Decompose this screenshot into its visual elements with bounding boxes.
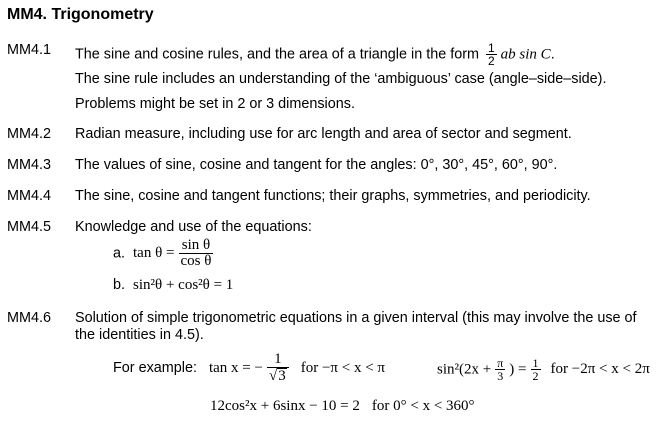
fraction-numerator: π [497, 356, 504, 370]
fraction-numerator: 1 [532, 356, 539, 370]
formula-b-label: b. [113, 277, 126, 293]
formula-a-fraction [179, 238, 214, 269]
example-3-range: for 0° < x < 360° [371, 398, 475, 414]
fraction-denominator: 2 [532, 369, 539, 383]
item-code: MM4.1 [7, 42, 51, 58]
example-1 [113, 352, 385, 384]
example-2 [437, 357, 650, 382]
fraction-numerator: sin θ [179, 238, 214, 254]
item-text: The values of sine, cosine and tangent for the angles: 0°, 30°, 45°, 60°, 90°. [75, 157, 558, 173]
area-formula: ab sin C [500, 46, 551, 63]
item-code: MM4.5 [7, 219, 51, 235]
example-2-mid: ) = [509, 361, 527, 378]
sqrt-radicand: 3 [278, 368, 286, 384]
fraction-denominator: 3 [497, 369, 504, 383]
example-label: For example: [113, 359, 197, 376]
item-text-line: The sine and cosine rules, and the area of a triangle in the form [75, 46, 479, 63]
example-2-range: for −2π < x < 2π [550, 361, 650, 378]
formula-a-label: a. [113, 245, 126, 262]
area-period: . [550, 46, 555, 63]
item-code: MM4.6 [7, 310, 51, 326]
fraction-numerator: 1 [487, 41, 495, 55]
example-2-pi-fraction [495, 357, 505, 382]
item-text-line: The sine rule includes an understanding of the ‘ambiguous’ case (angle–side–side). [75, 71, 607, 87]
formula-b [113, 277, 233, 294]
example-1-range: for −π < x < π [300, 359, 385, 376]
fraction-denominator [267, 368, 289, 384]
one-half-fraction [486, 42, 497, 67]
formula-a [113, 238, 213, 269]
formula-b-expr: sin²θ + cos²θ = 1 [133, 277, 234, 293]
fraction-denominator: 2 [487, 54, 495, 68]
item-text: Solution of simple trigonometric equations in a given interval (this may involve the use of the identities in 4.5). [75, 310, 637, 343]
item-text-line: Problems might be set in 2 or 3 dimensions. [75, 96, 355, 112]
example-2-lhs: sin²(2x + [437, 361, 492, 378]
section-title: MM4. Trigonometry [7, 6, 154, 23]
example-1-fraction [267, 352, 289, 384]
item-text [75, 42, 555, 67]
formula-a-lhs: tan θ = [133, 245, 175, 262]
fraction-numerator: 1 [267, 352, 289, 368]
item-code: MM4.4 [7, 188, 51, 204]
item-code: MM4.2 [7, 126, 51, 142]
item-code: MM4.3 [7, 157, 51, 173]
fraction-denominator: cos θ [180, 253, 212, 269]
sqrt-symbol: √ 3 [268, 368, 286, 384]
example-1-lhs: tan x = − [208, 359, 263, 376]
example-3-expr: 12cos²x + 6sinx − 10 = 2 [210, 398, 360, 414]
example-3 [210, 398, 475, 415]
item-text: The sine, cosine and tangent functions; their graphs, symmetries, and periodicity. [75, 188, 591, 204]
example-2-rhs-fraction [531, 357, 541, 382]
item-text: Radian measure, including use for arc length and area of sector and segment. [75, 126, 572, 142]
item-text: Knowledge and use of the equations: [75, 219, 312, 235]
